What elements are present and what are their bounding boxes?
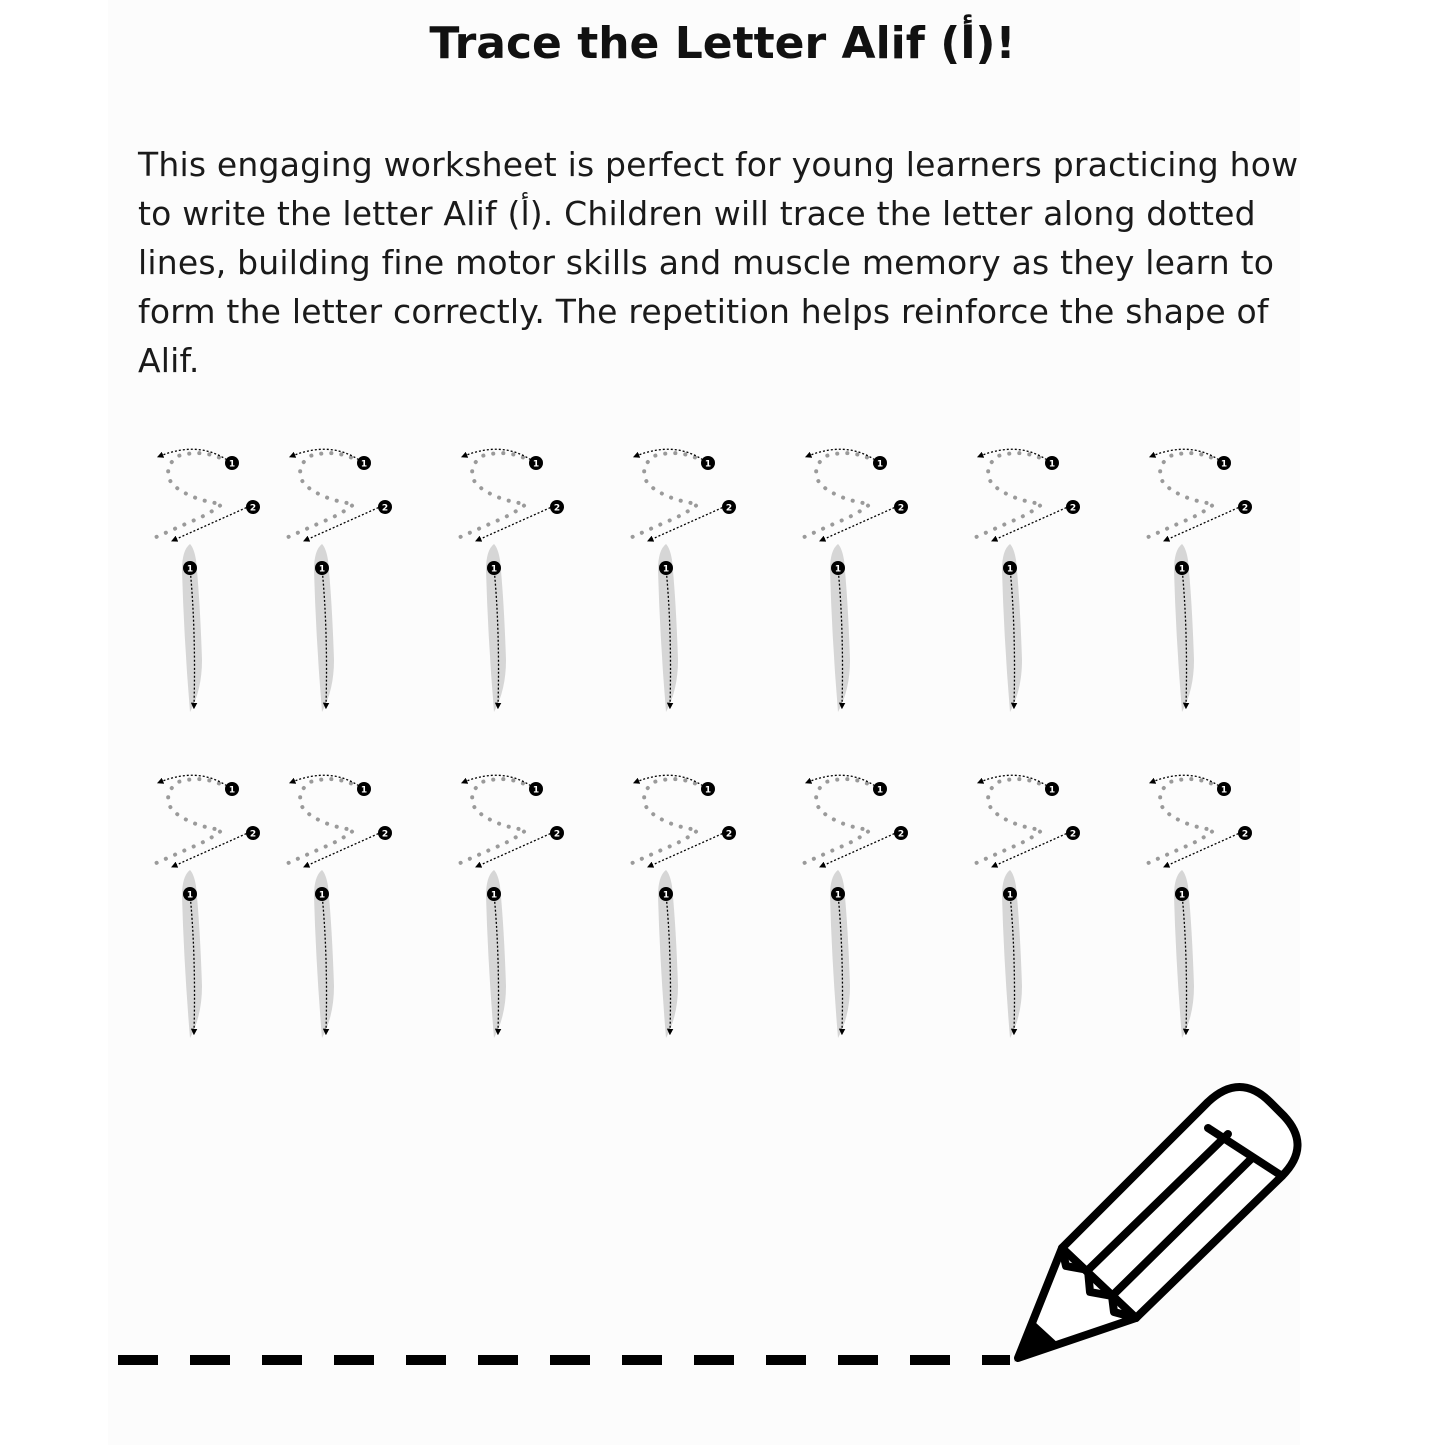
- svg-text:2: 2: [1241, 503, 1249, 514]
- svg-text:1: 1: [490, 890, 498, 901]
- svg-text:1: 1: [228, 785, 236, 796]
- svg-text:1: 1: [876, 459, 884, 470]
- svg-text:1: 1: [1006, 890, 1014, 901]
- svg-text:2: 2: [1069, 829, 1077, 840]
- svg-text:1: 1: [1220, 459, 1228, 470]
- svg-text:1: 1: [490, 564, 498, 575]
- page-title: Trace the Letter Alif (أ)!: [429, 18, 1016, 69]
- svg-text:2: 2: [1241, 829, 1249, 840]
- svg-text:1: 1: [318, 890, 326, 901]
- svg-text:2: 2: [249, 503, 257, 514]
- svg-text:1: 1: [1178, 564, 1186, 575]
- svg-text:1: 1: [318, 564, 326, 575]
- svg-text:1: 1: [360, 785, 368, 796]
- svg-text:1: 1: [704, 459, 712, 470]
- svg-text:1: 1: [1006, 564, 1014, 575]
- svg-text:1: 1: [1048, 459, 1056, 470]
- svg-text:1: 1: [834, 564, 842, 575]
- svg-text:2: 2: [725, 503, 733, 514]
- svg-text:1: 1: [228, 459, 236, 470]
- svg-text:2: 2: [725, 829, 733, 840]
- svg-text:1: 1: [834, 890, 842, 901]
- svg-text:2: 2: [897, 503, 905, 514]
- svg-text:1: 1: [876, 785, 884, 796]
- svg-text:2: 2: [553, 503, 561, 514]
- svg-text:1: 1: [186, 890, 194, 901]
- svg-text:1: 1: [186, 564, 194, 575]
- svg-text:1: 1: [1220, 785, 1228, 796]
- svg-text:2: 2: [249, 829, 257, 840]
- svg-text:1: 1: [704, 785, 712, 796]
- svg-text:1: 1: [1178, 890, 1186, 901]
- svg-text:1: 1: [662, 890, 670, 901]
- svg-text:2: 2: [897, 829, 905, 840]
- svg-text:1: 1: [532, 459, 540, 470]
- worksheet-description: This engaging worksheet is perfect for young learners practicing how to write the letter Alif (أ). Children will trace the letter along dotted lines, building fine motor skills and muscle memory as they learn to form the letter correctly. The repetition helps reinforce the shape of Alif.: [138, 145, 1299, 380]
- svg-text:2: 2: [553, 829, 561, 840]
- svg-text:1: 1: [1048, 785, 1056, 796]
- svg-text:2: 2: [1069, 503, 1077, 514]
- svg-text:1: 1: [662, 564, 670, 575]
- svg-text:2: 2: [381, 829, 389, 840]
- svg-text:1: 1: [360, 459, 368, 470]
- svg-text:1: 1: [532, 785, 540, 796]
- svg-text:2: 2: [381, 503, 389, 514]
